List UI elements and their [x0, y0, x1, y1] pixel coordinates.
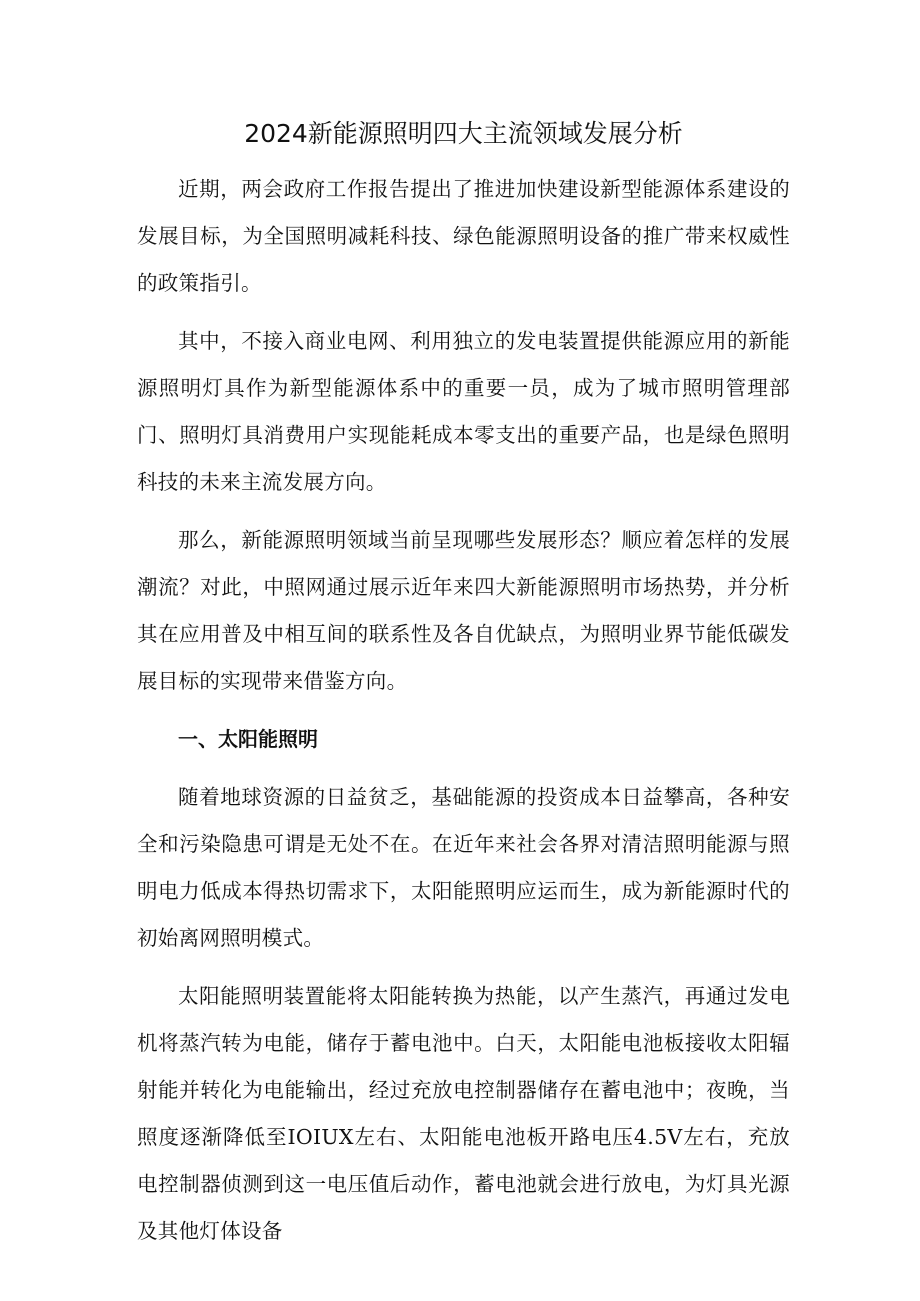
document-title: 2024新能源照明四大主流领域发展分析 — [244, 119, 683, 148]
paragraph-question: 那么，新能源照明领域当前呈现哪些发展形态？顺应着怎样的发展潮流？对此，中照网通过展示近年来四大新能源照明市场热势，并分析其在应用普及中相互间的联系性及各自优缺点，为照明业界节能低碳发展目标的实现带来借鉴方向。 — [137, 528, 790, 693]
paragraph-new-energy-lighting: 其中，不接入商业电网、利用独立的发电装置提供能源应用的新能源照明灯具作为新型能源体系中的重要一员，成为了城市照明管理部门、照明灯具消费用户实现能耗成本零支出的重要产品，也是绿色照明科技的未来主流发展方向。 — [137, 329, 790, 494]
paragraph-solar-background: 随着地球资源的日益贫乏，基础能源的投资成本日益攀高，各种安全和污染隐患可谓是无处不在。在近年来社会各界对清洁照明能源与照明电力低成本得热切需求下，太阳能照明应运而生，成为新能源时代的初始离网照明模式。 — [137, 785, 790, 950]
paragraph-solar-principle: 太阳能照明装置能将太阳能转换为热能，以产生蒸汽，再通过发电机将蒸汽转为电能，储存于蓄电池中。白天，太阳能电池板接收太阳辐射能并转化为电能输出，经过充放电控制器储存在蓄电池中；夜晚，当照度逐渐降低至IOIUX左右、太阳能电池板开路电压4.5V左右，充放电控制器侦测到这一电压值后动作，蓄电池就会进行放电，为灯具光源及其他灯体设备 — [137, 984, 790, 1243]
section-heading-solar: 一、太阳能照明 — [178, 727, 318, 751]
paragraph-intro: 近期，两会政府工作报告提出了推进加快建设新型能源体系建设的发展目标，为全国照明减耗科技、绿色能源照明设备的推广带来权威性的政策指引。 — [137, 177, 790, 295]
